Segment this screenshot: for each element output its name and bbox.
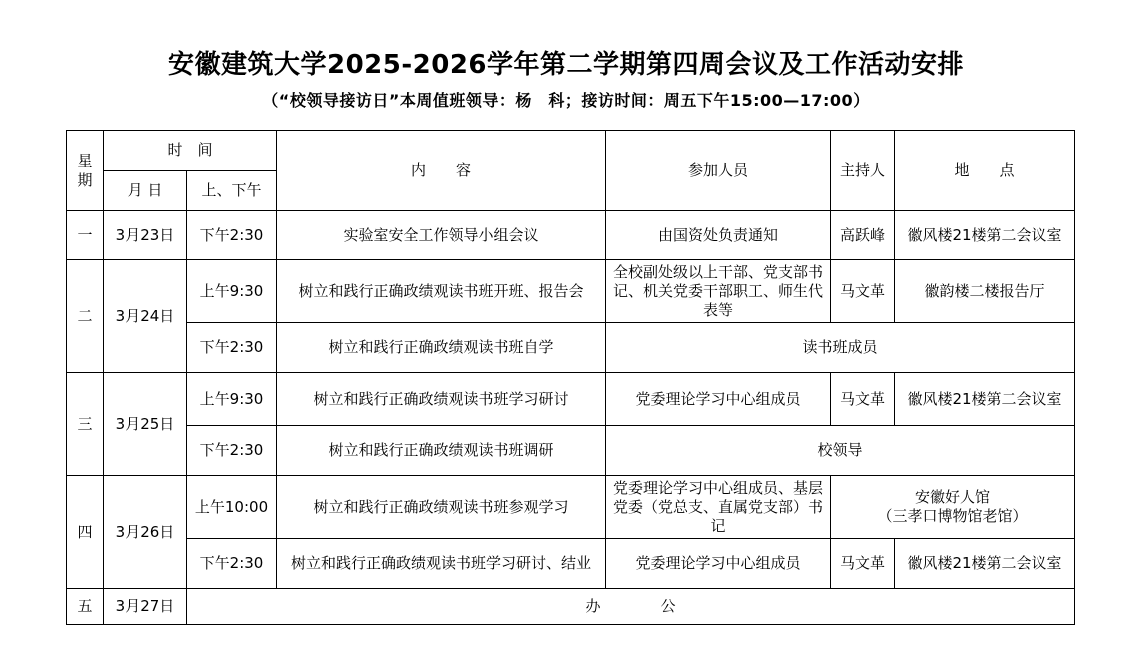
host-cell: 高跃峰 [831, 211, 895, 260]
time-cell: 下午2:30 [187, 323, 277, 373]
header-content: 内 容 [277, 131, 606, 211]
location-cell: 徽风楼21楼第二会议室 [895, 211, 1075, 260]
weekday-cell: 二 [67, 260, 104, 373]
header-row [67, 131, 1075, 171]
time-cell: 上午10:00 [187, 476, 277, 539]
location-line: 安徽好人馆 [915, 488, 991, 506]
table-row [67, 323, 1075, 373]
participants-cell: 由国资处负责通知 [606, 211, 831, 260]
host-cell: 马文革 [831, 539, 895, 589]
weekday-cell: 一 [67, 211, 104, 260]
date-cell: 3月24日 [104, 260, 187, 373]
page-subtitle: （“校领导接访日”本周值班领导：杨 科；接访时间：周五下午15:00—17:00） [262, 91, 870, 110]
participants-cell: 党委理论学习中心组成员 [606, 373, 831, 426]
header-date: 月 日 [104, 171, 187, 211]
location-cell [831, 476, 1075, 539]
table-row [67, 476, 1075, 539]
time-cell: 下午2:30 [187, 211, 277, 260]
participants-cell: 校领导 [606, 426, 1075, 476]
date-cell: 3月25日 [104, 373, 187, 476]
header-time: 时 间 [104, 131, 277, 171]
header-host: 主持人 [831, 131, 895, 211]
content-cell: 实验室安全工作领导小组会议 [277, 211, 606, 260]
page-title: 安徽建筑大学2025-2026学年第二学期第四周会议及工作活动安排 [167, 50, 965, 80]
time-cell: 上午9:30 [187, 260, 277, 323]
content-cell: 树立和践行正确政绩观读书班参观学习 [277, 476, 606, 539]
participants-cell: 党委理论学习中心组成员 [606, 539, 831, 589]
content-cell: 树立和践行正确政绩观读书班学习研讨、结业 [277, 539, 606, 589]
date-cell: 3月27日 [104, 589, 187, 625]
time-cell: 上午9:30 [187, 373, 277, 426]
table-row [67, 589, 1075, 625]
time-cell: 下午2:30 [187, 539, 277, 589]
header-participants: 参加人员 [606, 131, 831, 211]
header-ampm: 上、下午 [187, 171, 277, 211]
schedule-table [66, 130, 1075, 625]
time-cell: 下午2:30 [187, 426, 277, 476]
location-cell: 徽韵楼二楼报告厅 [895, 260, 1075, 323]
host-cell: 马文革 [831, 260, 895, 323]
weekday-cell: 五 [67, 589, 104, 625]
header-location: 地 点 [895, 131, 1075, 211]
participants-cell: 党委理论学习中心组成员、基层党委（党总支、直属党支部）书记 [606, 476, 831, 539]
location-cell: 徽风楼21楼第二会议室 [895, 373, 1075, 426]
location-cell: 徽风楼21楼第二会议室 [895, 539, 1075, 589]
host-cell: 马文革 [831, 373, 895, 426]
date-cell: 3月23日 [104, 211, 187, 260]
table-row [67, 260, 1075, 323]
weekday-cell: 三 [67, 373, 104, 476]
content-cell: 办 公 [187, 589, 1075, 625]
table-row [67, 426, 1075, 476]
table-row [67, 373, 1075, 426]
participants-cell: 全校副处级以上干部、党支部书记、机关党委干部职工、师生代表等 [606, 260, 831, 323]
table-row [67, 211, 1075, 260]
content-cell: 树立和践行正确政绩观读书班开班、报告会 [277, 260, 606, 323]
date-cell: 3月26日 [104, 476, 187, 589]
weekday-cell: 四 [67, 476, 104, 589]
content-cell: 树立和践行正确政绩观读书班学习研讨 [277, 373, 606, 426]
header-weekday: 星期 [67, 131, 104, 211]
location-line: （三孝口博物馆老馆） [877, 507, 1028, 525]
participants-cell: 读书班成员 [606, 323, 1075, 373]
table-row [67, 539, 1075, 589]
content-cell: 树立和践行正确政绩观读书班自学 [277, 323, 606, 373]
content-cell: 树立和践行正确政绩观读书班调研 [277, 426, 606, 476]
